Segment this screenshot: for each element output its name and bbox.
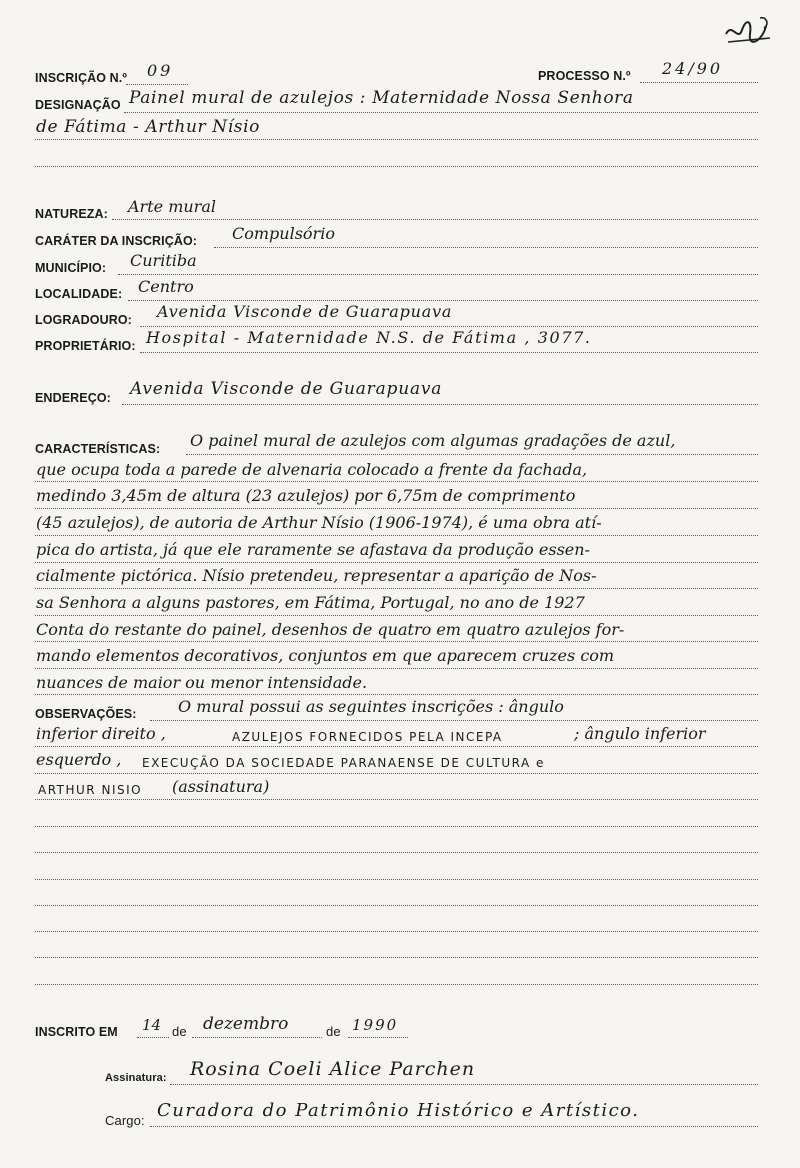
blank-rule-6 bbox=[35, 957, 758, 958]
inscricao-label: INSCRIÇÃO N.º bbox=[35, 71, 127, 85]
observacoes-label: OBSERVAÇÕES: bbox=[35, 707, 137, 721]
inscrito-year: 1990 bbox=[352, 1016, 399, 1034]
observacoes-line-2b: AZULEJOS FORNECIDOS PELA INCEPA bbox=[232, 730, 503, 744]
observacoes-line-2c: ; ângulo inferior bbox=[574, 724, 706, 743]
natureza-value: Arte mural bbox=[128, 197, 216, 216]
assinatura-label: Assinatura: bbox=[105, 1072, 167, 1084]
localidade-label: LOCALIDADE: bbox=[35, 287, 123, 301]
caracteristicas-line-1: O painel mural de azulejos com algumas gradações de azul, bbox=[190, 431, 676, 450]
folio-stamp bbox=[722, 12, 774, 52]
proprietario-label: PROPRIETÁRIO: bbox=[35, 339, 136, 353]
caracteristicas-label: CARACTERÍSTICAS: bbox=[35, 442, 161, 456]
blank-rule-4 bbox=[35, 905, 758, 906]
inscrito-month: dezembro bbox=[203, 1014, 289, 1034]
designacao-rule-3 bbox=[35, 166, 758, 167]
logradouro-value: Avenida Visconde de Guarapuava bbox=[157, 302, 453, 321]
inscrito-month-rule bbox=[192, 1037, 322, 1038]
inscricao-rule bbox=[126, 84, 188, 85]
endereco-value: Avenida Visconde de Guarapuava bbox=[130, 379, 443, 399]
designacao-line-1: Painel mural de azulejos : Maternidade Nossa Senhora bbox=[129, 88, 634, 108]
caracteristicas-line-9: mando elementos decorativos, conjuntos em que aparecem cruzes com bbox=[36, 646, 615, 665]
observacoes-line-2a: inferior direito , bbox=[36, 724, 166, 743]
caracteristicas-line-2: que ocupa toda a parede de alvenaria colocado a frente da fachada, bbox=[36, 460, 588, 479]
inscricao-value: 09 bbox=[147, 61, 174, 80]
endereco-rule bbox=[122, 404, 758, 405]
caracteristicas-rule-9 bbox=[35, 668, 758, 669]
observacoes-rule-4 bbox=[35, 799, 758, 800]
observacoes-line-4b: (assinatura) bbox=[172, 777, 270, 796]
inscrito-de-1: de bbox=[172, 1024, 187, 1039]
caracteristicas-line-4: (45 azulejos), de autoria de Arthur Nísio (1906-1974), é uma obra atí- bbox=[36, 513, 602, 532]
observacoes-rule-1 bbox=[150, 720, 758, 721]
natureza-rule bbox=[112, 219, 758, 220]
cargo-value: Curadora do Patrimônio Histórico e Artístico. bbox=[157, 1100, 640, 1121]
caracteristicas-line-8: Conta do restante do painel, desenhos de quatro em quatro azulejos for- bbox=[36, 620, 625, 639]
caracteristicas-rule-2 bbox=[35, 481, 758, 482]
cargo-rule bbox=[150, 1126, 758, 1127]
carater-value: Compulsório bbox=[232, 224, 335, 243]
blank-rule-1 bbox=[35, 826, 758, 827]
cargo-label: Cargo: bbox=[105, 1113, 145, 1128]
caracteristicas-rule-5 bbox=[35, 562, 758, 563]
localidade-value: Centro bbox=[138, 277, 194, 296]
observacoes-line-3a: esquerdo , bbox=[36, 750, 122, 769]
processo-rule bbox=[640, 82, 758, 83]
observacoes-line-3b: EXECUÇÃO DA SOCIEDADE PARANAENSE DE CULTURA e bbox=[142, 756, 545, 770]
caracteristicas-rule-1 bbox=[186, 454, 758, 455]
caracteristicas-rule-3 bbox=[35, 508, 758, 509]
assinatura-rule bbox=[170, 1084, 758, 1085]
assinatura-value: Rosina Coeli Alice Parchen bbox=[190, 1058, 476, 1080]
municipio-value: Curitiba bbox=[130, 251, 197, 270]
proprietario-rule bbox=[140, 352, 758, 353]
observacoes-rule-3 bbox=[35, 773, 758, 774]
carater-rule bbox=[214, 247, 758, 248]
designacao-rule-2 bbox=[35, 139, 758, 140]
caracteristicas-line-6: cialmente pictórica. Nísio pretendeu, representar a aparição de Nos- bbox=[36, 566, 597, 585]
municipio-label: MUNICÍPIO: bbox=[35, 261, 107, 275]
blank-rule-5 bbox=[35, 931, 758, 932]
proprietario-value: Hospital - Maternidade N.S. de Fátima , 3077. bbox=[146, 328, 592, 347]
caracteristicas-rule-6 bbox=[35, 588, 758, 589]
caracteristicas-line-5: pica do artista, já que ele raramente se afastava da produção essen- bbox=[36, 540, 590, 559]
observacoes-line-1: O mural possui as seguintes inscrições : ângulo bbox=[178, 697, 564, 716]
caracteristicas-rule-8 bbox=[35, 641, 758, 642]
inscrito-year-rule bbox=[348, 1037, 408, 1038]
caracteristicas-rule-7 bbox=[35, 615, 758, 616]
municipio-rule bbox=[118, 274, 758, 275]
endereco-label: ENDEREÇO: bbox=[35, 391, 111, 405]
observacoes-rule-2 bbox=[35, 746, 758, 747]
designacao-label: DESIGNAÇÃO bbox=[35, 98, 121, 112]
designacao-rule-1 bbox=[124, 112, 758, 113]
caracteristicas-line-7: sa Senhora a alguns pastores, em Fátima, Portugal, no ano de 1927 bbox=[36, 593, 585, 612]
blank-rule-3 bbox=[35, 879, 758, 880]
processo-label: PROCESSO N.º bbox=[538, 69, 631, 83]
localidade-rule bbox=[128, 300, 758, 301]
natureza-label: NATUREZA: bbox=[35, 207, 108, 221]
logradouro-rule bbox=[140, 326, 758, 327]
logradouro-label: LOGRADOURO: bbox=[35, 313, 132, 327]
caracteristicas-line-3: medindo 3,45m de altura (23 azulejos) por 6,75m de comprimento bbox=[36, 486, 576, 505]
carater-label: CARÁTER DA INSCRIÇÃO: bbox=[35, 234, 198, 248]
designacao-line-2: de Fátima - Arthur Nísio bbox=[36, 117, 260, 137]
inscrito-de-2: de bbox=[326, 1024, 341, 1039]
caracteristicas-rule-10 bbox=[35, 694, 758, 695]
blank-rule-7 bbox=[35, 984, 758, 985]
caracteristicas-rule-4 bbox=[35, 535, 758, 536]
caracteristicas-line-10: nuances de maior ou menor intensidade. bbox=[36, 673, 368, 692]
blank-rule-2 bbox=[35, 852, 758, 853]
inscrito-day: 14 bbox=[142, 1016, 162, 1034]
processo-value: 24/90 bbox=[662, 59, 724, 78]
observacoes-line-4a: ARTHUR NISIO bbox=[38, 783, 143, 797]
inscrito-day-rule bbox=[137, 1037, 169, 1038]
inscrito-label: INSCRITO EM bbox=[35, 1025, 118, 1039]
